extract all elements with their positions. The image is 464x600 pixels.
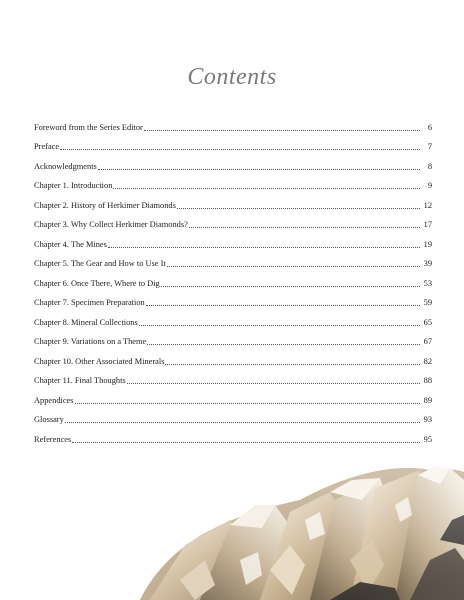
dot-leader [161,285,420,287]
dot-leader [177,207,420,209]
toc-entry-chapter-5[interactable] [34,250,432,270]
toc-entry-label: Chapter 7. Specimen Preparation [34,298,145,307]
dot-leader [75,402,420,404]
toc-entry-chapter-11[interactable] [34,367,432,387]
toc-entry-label: Chapter 3. Why Collect Herkimer Diamonds? [34,220,188,229]
dot-leader [60,148,420,150]
toc-entry-page-number: 17 [423,220,432,229]
dot-leader [189,226,420,228]
toc-entry-page-number: 82 [423,356,432,366]
toc-entry-label: Preface [34,142,60,151]
dot-leader [72,441,420,443]
toc-entry-label: Chapter 9. Variations on a Theme [34,337,147,346]
dot-leader [147,343,420,345]
toc-entry-label: Foreword from the Series Editor [34,122,143,132]
toc-entry-label: Appendices [34,395,74,405]
toc-entry-chapter-6[interactable] [34,269,432,289]
toc-entry-chapter-8[interactable] [34,308,432,328]
toc-entry-label: Chapter 1. Introduction [34,181,113,190]
toc-entry-label: Chapter 10. Other Associated Minerals [34,356,165,366]
toc-entry-appendices[interactable] [34,386,432,406]
toc-entry-label: Chapter 11. Final Thoughts [34,376,126,385]
toc-entry-label: Chapter 6. Once There, Where to Dig [34,278,160,288]
toc-entry-page-number: 19 [423,239,432,249]
toc-entry-page-number: 7 [427,142,432,151]
toc-entry-page-number: 6 [427,122,432,132]
toc-entry-chapter-1[interactable] [34,172,432,192]
toc-entry-page-number: 12 [423,200,432,210]
toc-entry-chapter-4[interactable] [34,230,432,250]
toc-entry-label: References [34,434,72,444]
toc-entry-label: Acknowledgments [34,161,97,171]
toc-entry-label: Chapter 4. The Mines [34,239,107,249]
toc-entry-chapter-9[interactable] [34,328,432,348]
toc-entry-page-number: 9 [427,181,432,190]
toc-entry-chapter-7[interactable] [34,289,432,309]
toc-entry-label: Chapter 5. The Gear and How to Use It [34,259,166,268]
table-of-contents [34,113,432,445]
toc-entry-acknowledgments[interactable] [34,152,432,172]
toc-entry-page-number: 53 [423,278,432,288]
dot-leader [146,304,420,306]
dot-leader [108,246,420,248]
toc-entry-page-number: 65 [423,317,432,327]
toc-entry-page-number: 95 [423,434,432,444]
toc-entry-glossary[interactable] [34,406,432,426]
toc-entry-label: Glossary [34,415,64,424]
dot-leader [113,187,420,189]
toc-entry-chapter-2[interactable] [34,191,432,211]
dot-leader [127,382,420,384]
toc-entry-preface[interactable] [34,133,432,153]
toc-entry-foreword[interactable] [34,113,432,133]
toc-entry-page-number: 67 [423,337,432,346]
toc-entry-page-number: 93 [423,415,432,424]
toc-entry-label: Chapter 2. History of Herkimer Diamonds [34,200,176,210]
toc-entry-references[interactable] [34,425,432,445]
dot-leader [98,168,420,170]
toc-entry-page-number: 59 [423,298,432,307]
toc-entry-page-number: 39 [423,259,432,268]
dot-leader [167,265,420,267]
dot-leader [139,324,420,326]
page-title: Contents [187,64,277,90]
toc-entry-label: Chapter 8. Mineral Collections [34,317,138,327]
toc-entry-page-number: 89 [423,395,432,405]
dot-leader [144,129,420,131]
toc-entry-chapter-3[interactable] [34,211,432,231]
toc-entry-page-number: 8 [427,161,432,171]
toc-entry-page-number: 88 [423,376,432,385]
toc-entry-chapter-10[interactable] [34,347,432,367]
dot-leader [165,363,420,365]
dot-leader [65,421,420,423]
